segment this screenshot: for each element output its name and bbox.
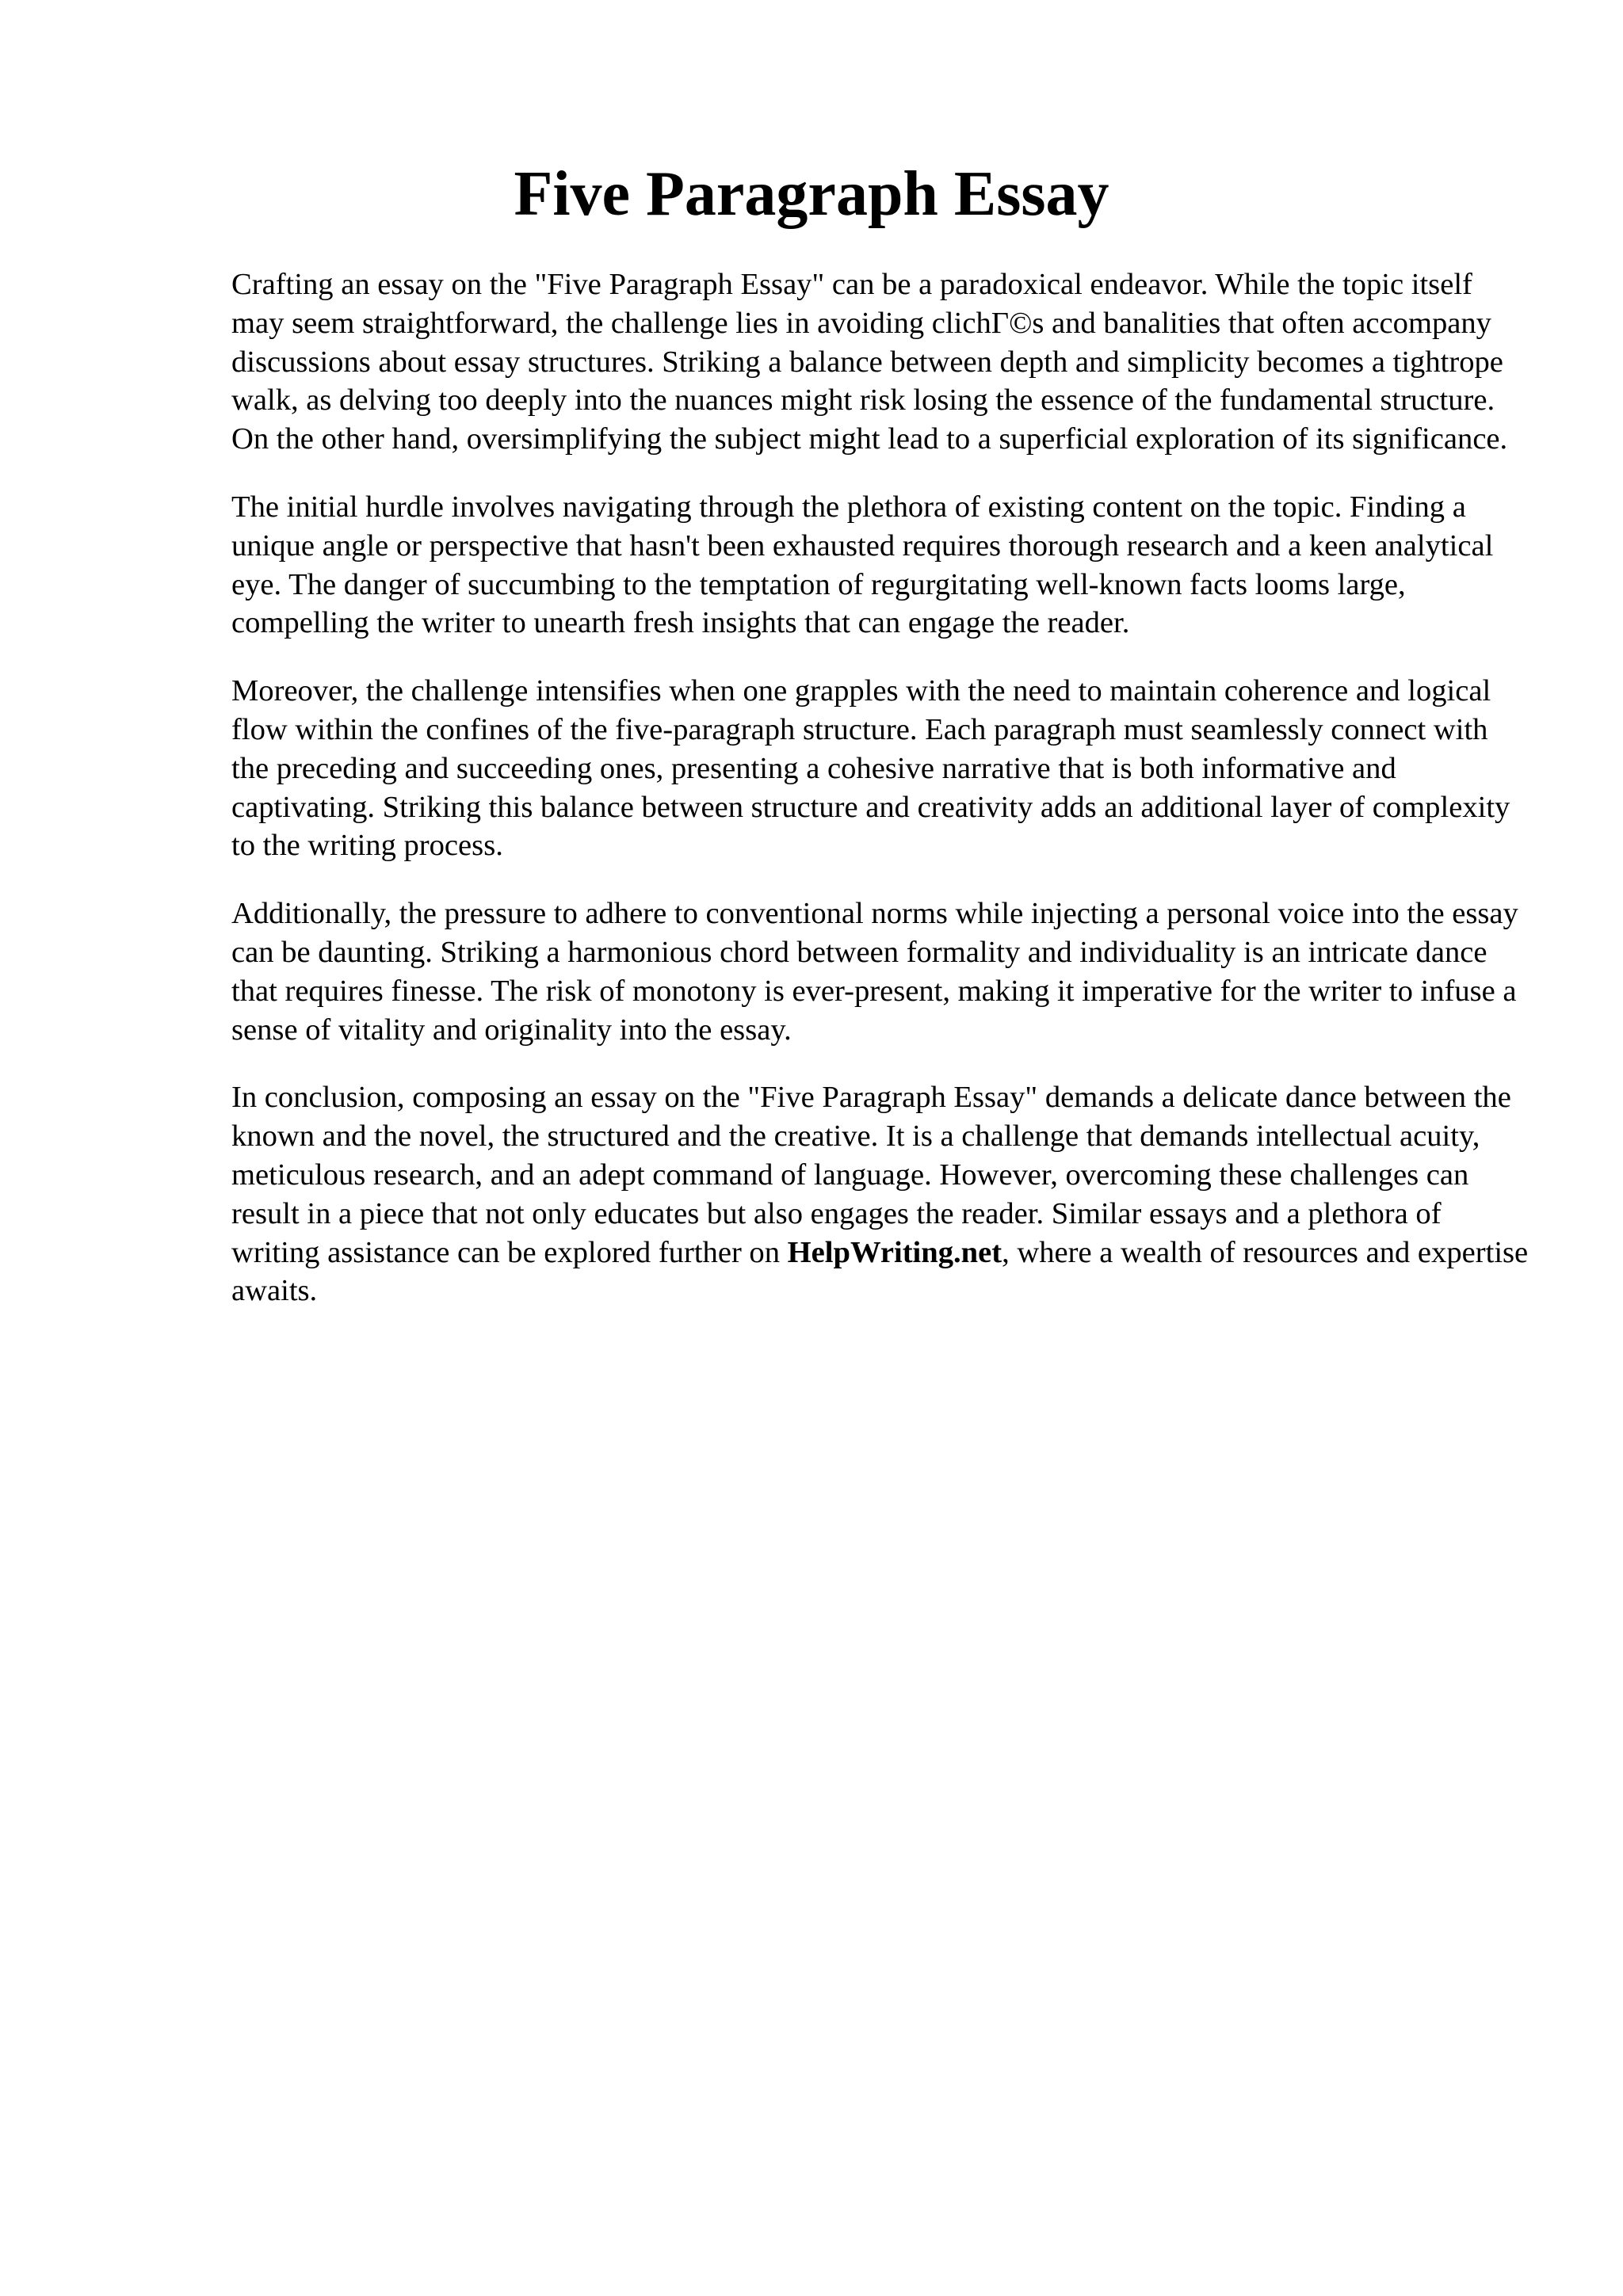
page-title: Five Paragraph Essay (514, 159, 1109, 229)
paragraph-4: Additionally, the pressure to adhere to conventional norms while injecting a personal voice into the essay can be daunting. Striking a harmonious chord between formality and individuality is an intricate dance that requires finesse. The risk of monotony is ever-present, making it imperative for the writer to infuse a sense of vitality and originality into the essay. (231, 897, 1518, 1047)
conclusion-text: In conclusion, composing an essay on the "Five Paragraph Essay" demands a delicate dance between the known and the novel, the structured and the creative. It is a challenge that demands intellectual acuity, meticulous research, and an adept command of language. However, overcoming these challenges can result in a piece that not only educates but also engages the reader. Similar essays and a plethora of writing assistance can be explored further on (231, 1081, 1511, 1269)
brand-name: HelpWriting.net (787, 1235, 1002, 1269)
paragraph-conclusion (231, 1078, 1531, 1310)
paragraph-2: The initial hurdle involves navigating through the plethora of existing content on the topic. Finding a unique angle or perspective that hasn't been exhausted requires thorough research and a keen analytical eye. The danger of succumbing to the temptation of regurgitating well-known facts looms large, compelling the writer to unearth fresh insights that can engage the reader. (231, 490, 1494, 640)
paragraph-3: Moreover, the challenge intensifies when one grapples with the need to maintain coherence and logical flow within the confines of the five-paragraph structure. Each paragraph must seamlessly connect with the preceding and succeeding ones, presenting a cohesive narrative that is both informative and captivating. Striking this balance between structure and creativity adds an additional layer of complexity to the writing process. (231, 674, 1510, 863)
essay-body (231, 265, 1531, 1340)
paragraph-1: Crafting an essay on the "Five Paragraph Essay" can be a paradoxical endeavor. While the topic itself may seem straightforward, the challenge lies in avoiding clichΓ©s and banalities that often accompany discussions about essay structures. Striking a balance between depth and simplicity becomes a tightrope walk, as delving too deeply into the nuances might risk losing the essence of the fundamental structure. On the other hand, oversimplifying the subject might lead to a superficial exploration of its significance. (231, 268, 1508, 456)
conclusion-tail: , where a wealth of resources and expertise awaits. (231, 1235, 1529, 1308)
